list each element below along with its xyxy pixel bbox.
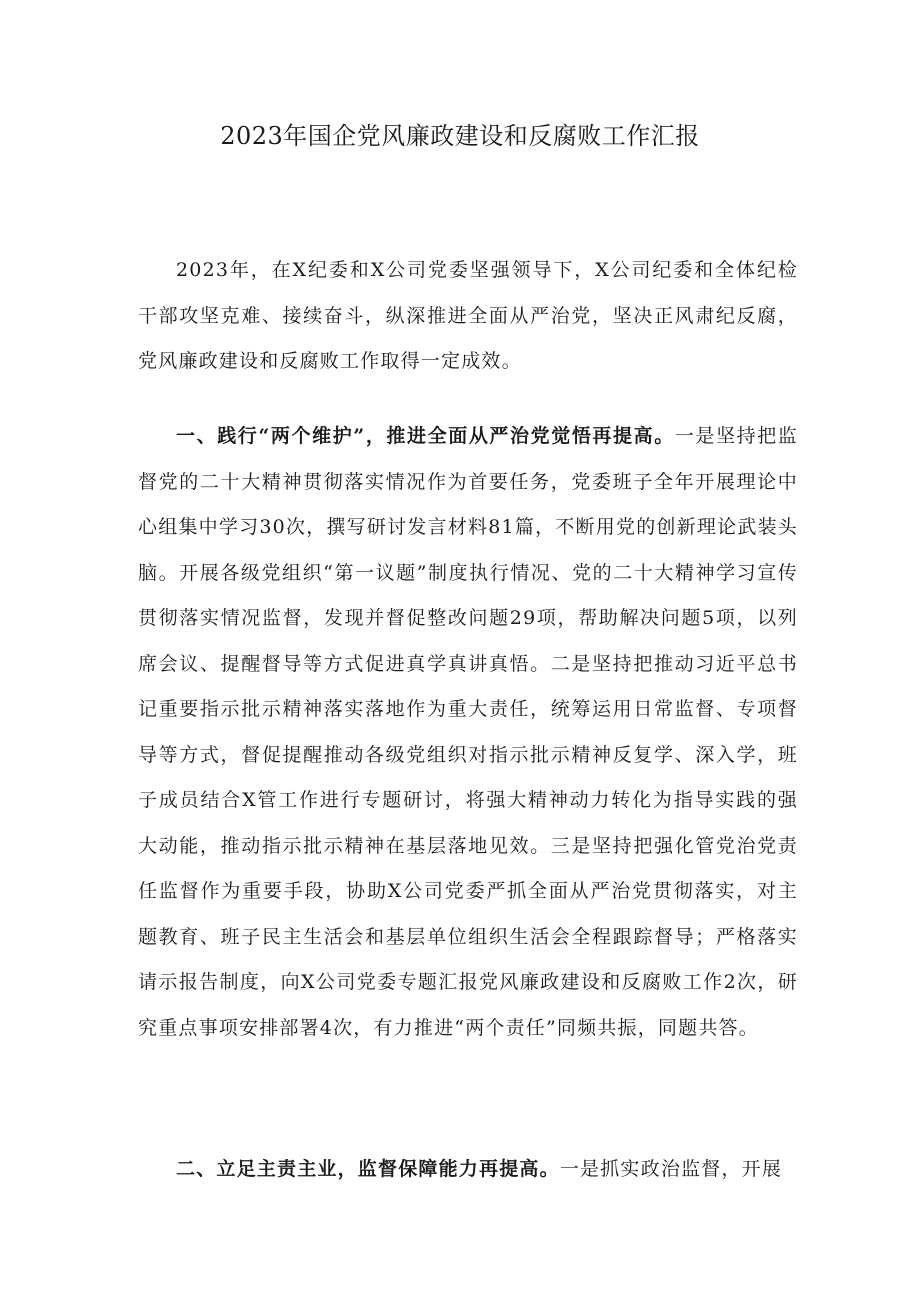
section-heading-2: 二、立足主责主业，监督保障能力再提高。 — [176, 1158, 560, 1180]
section-body-2: 一是抓实政治监督，开展 — [559, 1158, 783, 1180]
section-paragraph-2 — [138, 1147, 798, 1193]
section-heading-1: 一、践行“两个维护”，推进全面从严治党觉悟再提高。 — [176, 425, 675, 447]
page-title: 2023年国企党风廉政建设和反腐败工作汇报 — [220, 122, 700, 150]
section-body-1: 一是坚持把监督党的二十大精神贯彻落实情况作为首要任务，党委班子全年开展理论中心组集中学习30次，撰写研讨发言材料81篇，不断用党的创新理论武装头脑。开展各级党组织“第一议题”制度执行情况、党的二十大精神学习宣传贯彻落实情况监督，发现并督促整改问题29项，帮助解决问题5项，以列席会议、提醒督导等方式促进真学真讲真悟。二是坚持把推动习近平总书记重要指示批示精神落实落地作为重大责任，统筹运用日常监督、专项督导等方式，督促提醒推动各级党组织对指示批示精神反复学、深入学，班子成员结合X管工作进行专题研讨，将强大精神动力转化为指导实践的强大动能，推动指示批示精神在基层落地见效。三是坚持把强化管党治党责任监督作为重要手段，协助X公司党委严抓全面从严治党贯彻落实，对主题教育、班子民主生活会和基层单位组织生活会全程跟踪督导；严格落实请示报告制度，向X公司党委专题汇报党风廉政建设和反腐败工作2次，研究重点事项安排部署4次，有力推进“两个责任”同频共振，同题共答。 — [138, 425, 799, 1039]
section-paragraph-1 — [138, 414, 798, 1051]
intro-paragraph: 2023年，在X纪委和X公司党委坚强领导下，X公司纪委和全体纪检干部攻坚克难、接续奋斗，纵深推进全面从严治党，坚决正风肃纪反腐，党风廉政建设和反腐败工作取得一定成效。 — [138, 259, 798, 372]
